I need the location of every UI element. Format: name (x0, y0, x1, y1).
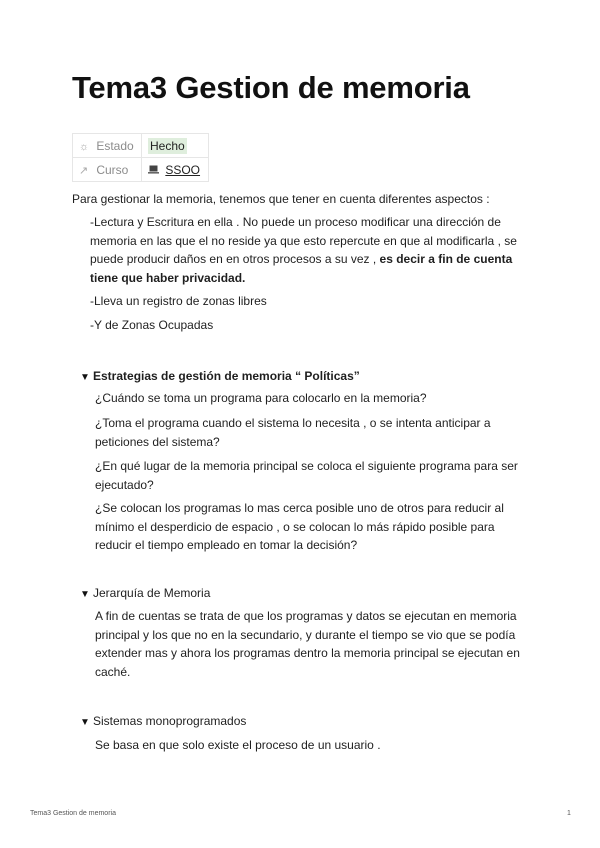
toggle-jerarquia-title: Jerarquía de Memoria (93, 586, 211, 600)
estrategias-question-1: ¿Cuándo se toma un programa para colocarlo en la memoria? (95, 391, 427, 405)
relation-arrow-icon: ↗ (79, 164, 89, 177)
toggle-monoprogramados[interactable] (80, 712, 246, 732)
intro-paragraph: Para gestionar la memoria, tenemos que tener en cuenta diferentes aspectos : (72, 192, 490, 206)
toggle-estrategias[interactable] (80, 367, 360, 387)
aspect-item-1-text: -Lectura y Escritura en ella . No puede un proceso modificar una dirección de memoria en las que el no reside ya que esto repercute en que al modificarla , se puede producir daños en en otros procesos a su vez , (90, 215, 517, 267)
monoprogramados-body: Se basa en que solo existe el proceso de un usuario . (95, 738, 381, 752)
curso-label: Curso (96, 162, 129, 177)
toggle-monoprogramados-title: Sistemas monoprogramados (93, 714, 247, 728)
estrategias-question-4: ¿Se colocan los programas lo mas cerca posible uno de otros para reducir al mínimo el desperdicio de espacio , o se colocan lo más rápido posible para reducir el tiempo empleado en tomar la decisión? (95, 501, 504, 553)
status-badge: Hecho (150, 138, 185, 153)
estado-label: Estado (96, 138, 134, 153)
aspect-item-2: -Lleva un registro de zonas libres (90, 294, 267, 308)
triangle-down-icon[interactable]: ▼ (80, 717, 90, 728)
toggle-jerarquia[interactable] (80, 584, 210, 604)
aspect-item-3: -Y de Zonas Ocupadas (90, 318, 214, 332)
property-key-curso (73, 158, 142, 182)
property-row-estado (73, 134, 209, 158)
property-key-estado (73, 134, 142, 158)
curso-link[interactable]: SSOO (165, 162, 201, 177)
loading-spinner-icon: ☼ (79, 140, 90, 153)
triangle-down-icon[interactable]: ▼ (80, 372, 90, 383)
property-value-estado[interactable] (142, 134, 209, 158)
estrategias-question-3: ¿En qué lugar de la memoria principal se coloca el siguiente programa para ser ejecutado? (95, 459, 518, 492)
triangle-down-icon[interactable]: ▼ (80, 589, 90, 600)
footer-title: Tema3 Gestion de memoria (30, 810, 116, 817)
aspect-item-1-bold: es decir a fin de cuenta tiene que haber privacidad. (90, 252, 513, 285)
page-number: 1 (567, 810, 571, 817)
laptop-icon (148, 165, 162, 177)
jerarquia-body: A fin de cuentas se trata de que los programas y datos se ejecutan en memoria principal y los que no en la secundario, y durante el tiempo se vio que se podía extender mas y ahora los programas dentro la memoria principal se ejecutan en caché. (95, 609, 520, 679)
aspect-item-1 (90, 213, 530, 287)
property-value-curso[interactable] (142, 158, 209, 182)
estrategias-question-2: ¿Toma el programa cuando el sistema lo necesita , o se intenta anticipar a peticiones del sistema? (95, 416, 491, 449)
page-title: Tema3 Gestion de memoria (72, 70, 470, 105)
properties-table (72, 133, 209, 182)
toggle-estrategias-title: Estrategias de gestión de memoria “ Políticas” (93, 369, 360, 383)
property-row-curso (73, 158, 209, 182)
